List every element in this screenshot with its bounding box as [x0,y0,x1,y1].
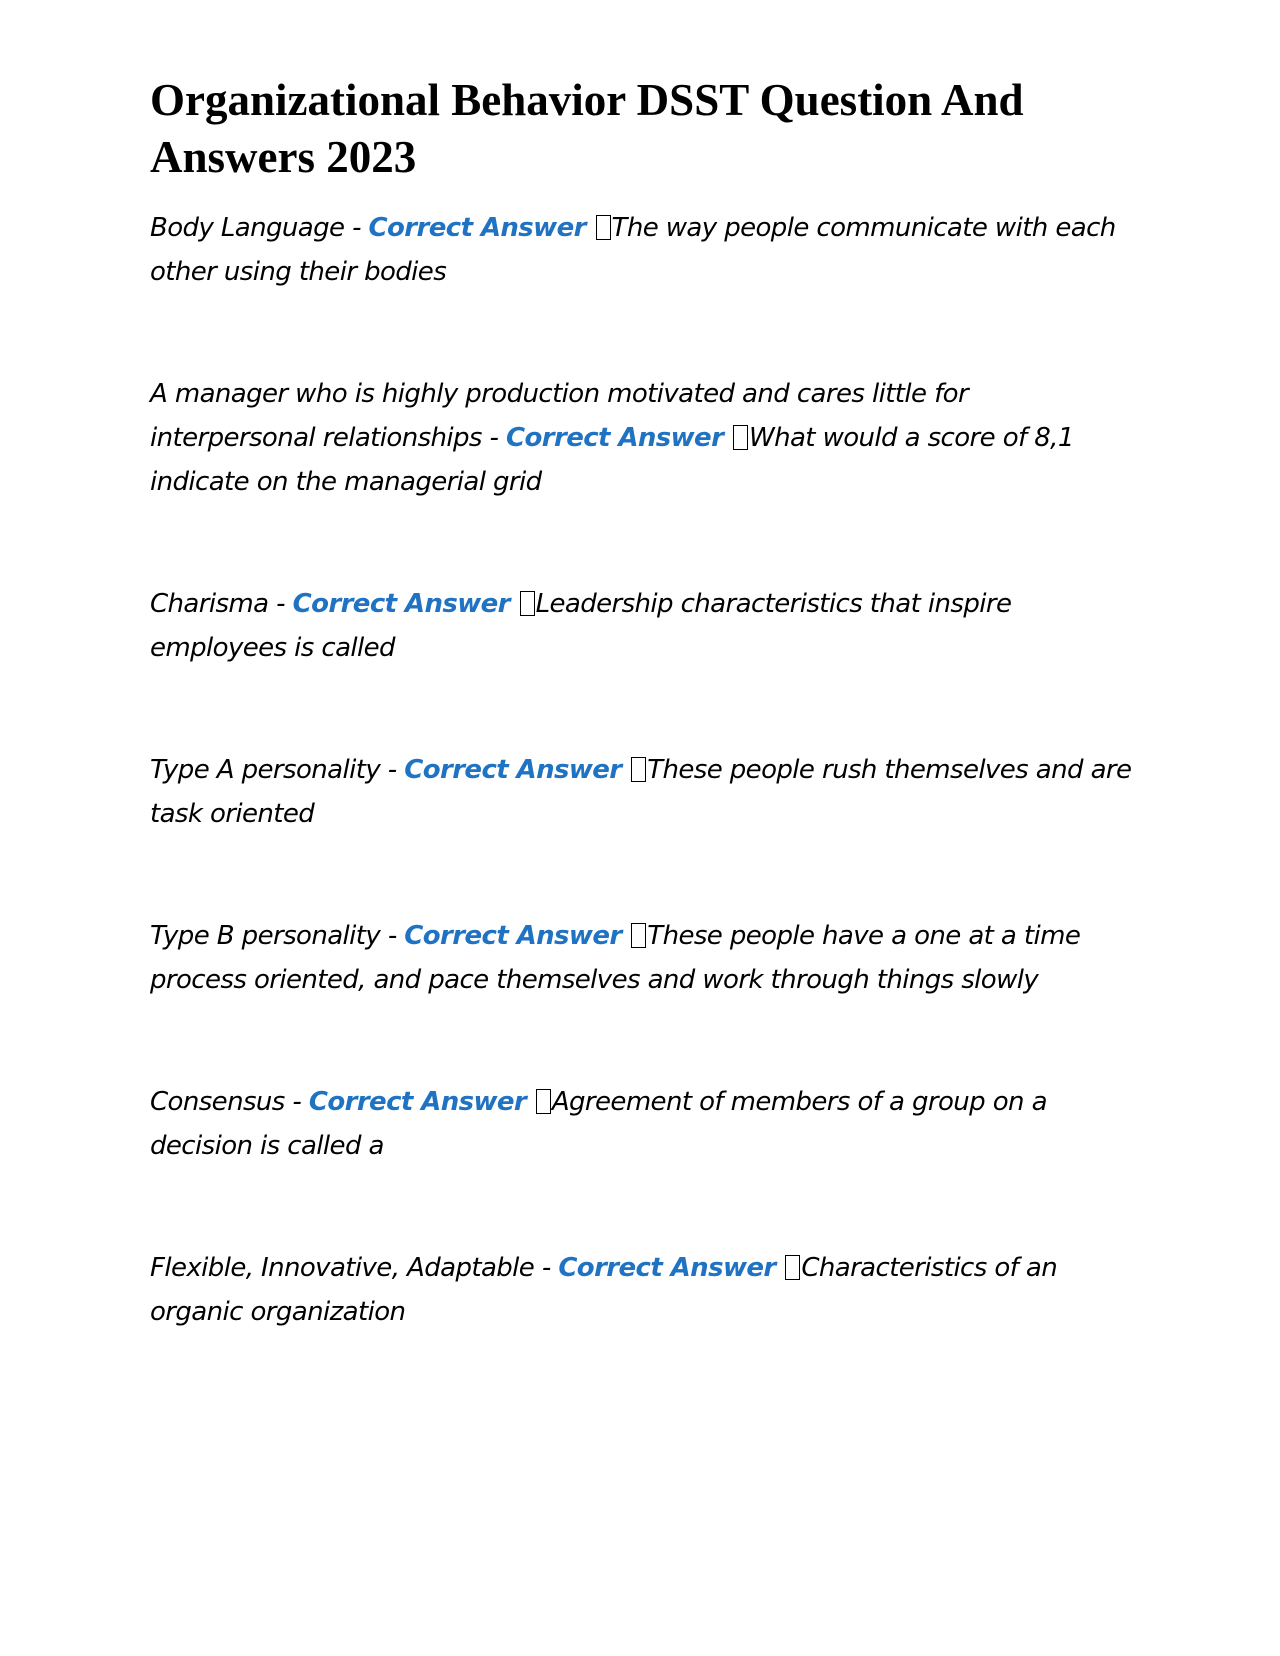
missing-glyph-icon [536,1089,551,1114]
qa-item [150,372,1140,504]
qa-definition: What would a score of 8,1 indicate on the managerial grid [150,423,1074,497]
qa-term: Charisma [150,589,269,619]
qa-term: Body Language [150,213,345,243]
qa-item [150,1246,1140,1334]
qa-separator: - [380,755,405,785]
qa-separator: - [481,423,506,453]
qa-definition: Leadership characteristics that inspire employees is called [150,589,1012,663]
qa-separator: - [380,921,405,951]
qa-separator: - [344,213,369,243]
missing-glyph-icon [596,215,611,240]
qa-item [150,206,1140,294]
correct-answer-label: Correct Answer [308,1087,527,1117]
qa-term: Type A personality [150,755,381,785]
qa-separator: - [534,1253,559,1283]
qa-term: Consensus [150,1087,285,1117]
qa-term: Type B personality [150,921,381,951]
qa-separator: - [268,589,293,619]
qa-item [150,748,1140,836]
qa-definition: These people rush themselves and are task oriented [150,755,1132,829]
qa-definition: Characteristics of an organic organization [150,1253,1058,1327]
qa-item [150,582,1140,670]
correct-answer-label: Correct Answer [368,213,586,243]
missing-glyph-icon [631,757,646,782]
correct-answer-label: Correct Answer [404,755,622,785]
qa-term: A manager who is highly production motivated and cares little for interpersonal relationships [150,379,969,453]
correct-answer-label: Correct Answer [292,589,510,619]
missing-glyph-icon [785,1255,800,1280]
qa-definition: Agreement of members of a group on a decision is called a [150,1087,1047,1161]
qa-item [150,914,1140,1002]
document-title: Organizational Behavior DSST Question And Answers 2023 [150,75,1024,182]
qa-definition: These people have a one at a time process oriented, and pace themselves and work through things slowly [150,921,1081,995]
missing-glyph-icon [520,591,535,616]
qa-definition: The way people communicate with each other using their bodies [150,213,1116,287]
qa-item [150,1080,1140,1168]
qa-term: Flexible, Innovative, Adaptable [150,1253,535,1283]
document-page [150,72,1140,1412]
missing-glyph-icon [733,425,748,450]
correct-answer-label: Correct Answer [404,921,622,951]
qa-separator: - [284,1087,309,1117]
missing-glyph-icon [631,923,646,948]
correct-answer-label: Correct Answer [506,423,724,453]
correct-answer-label: Correct Answer [558,1253,776,1283]
